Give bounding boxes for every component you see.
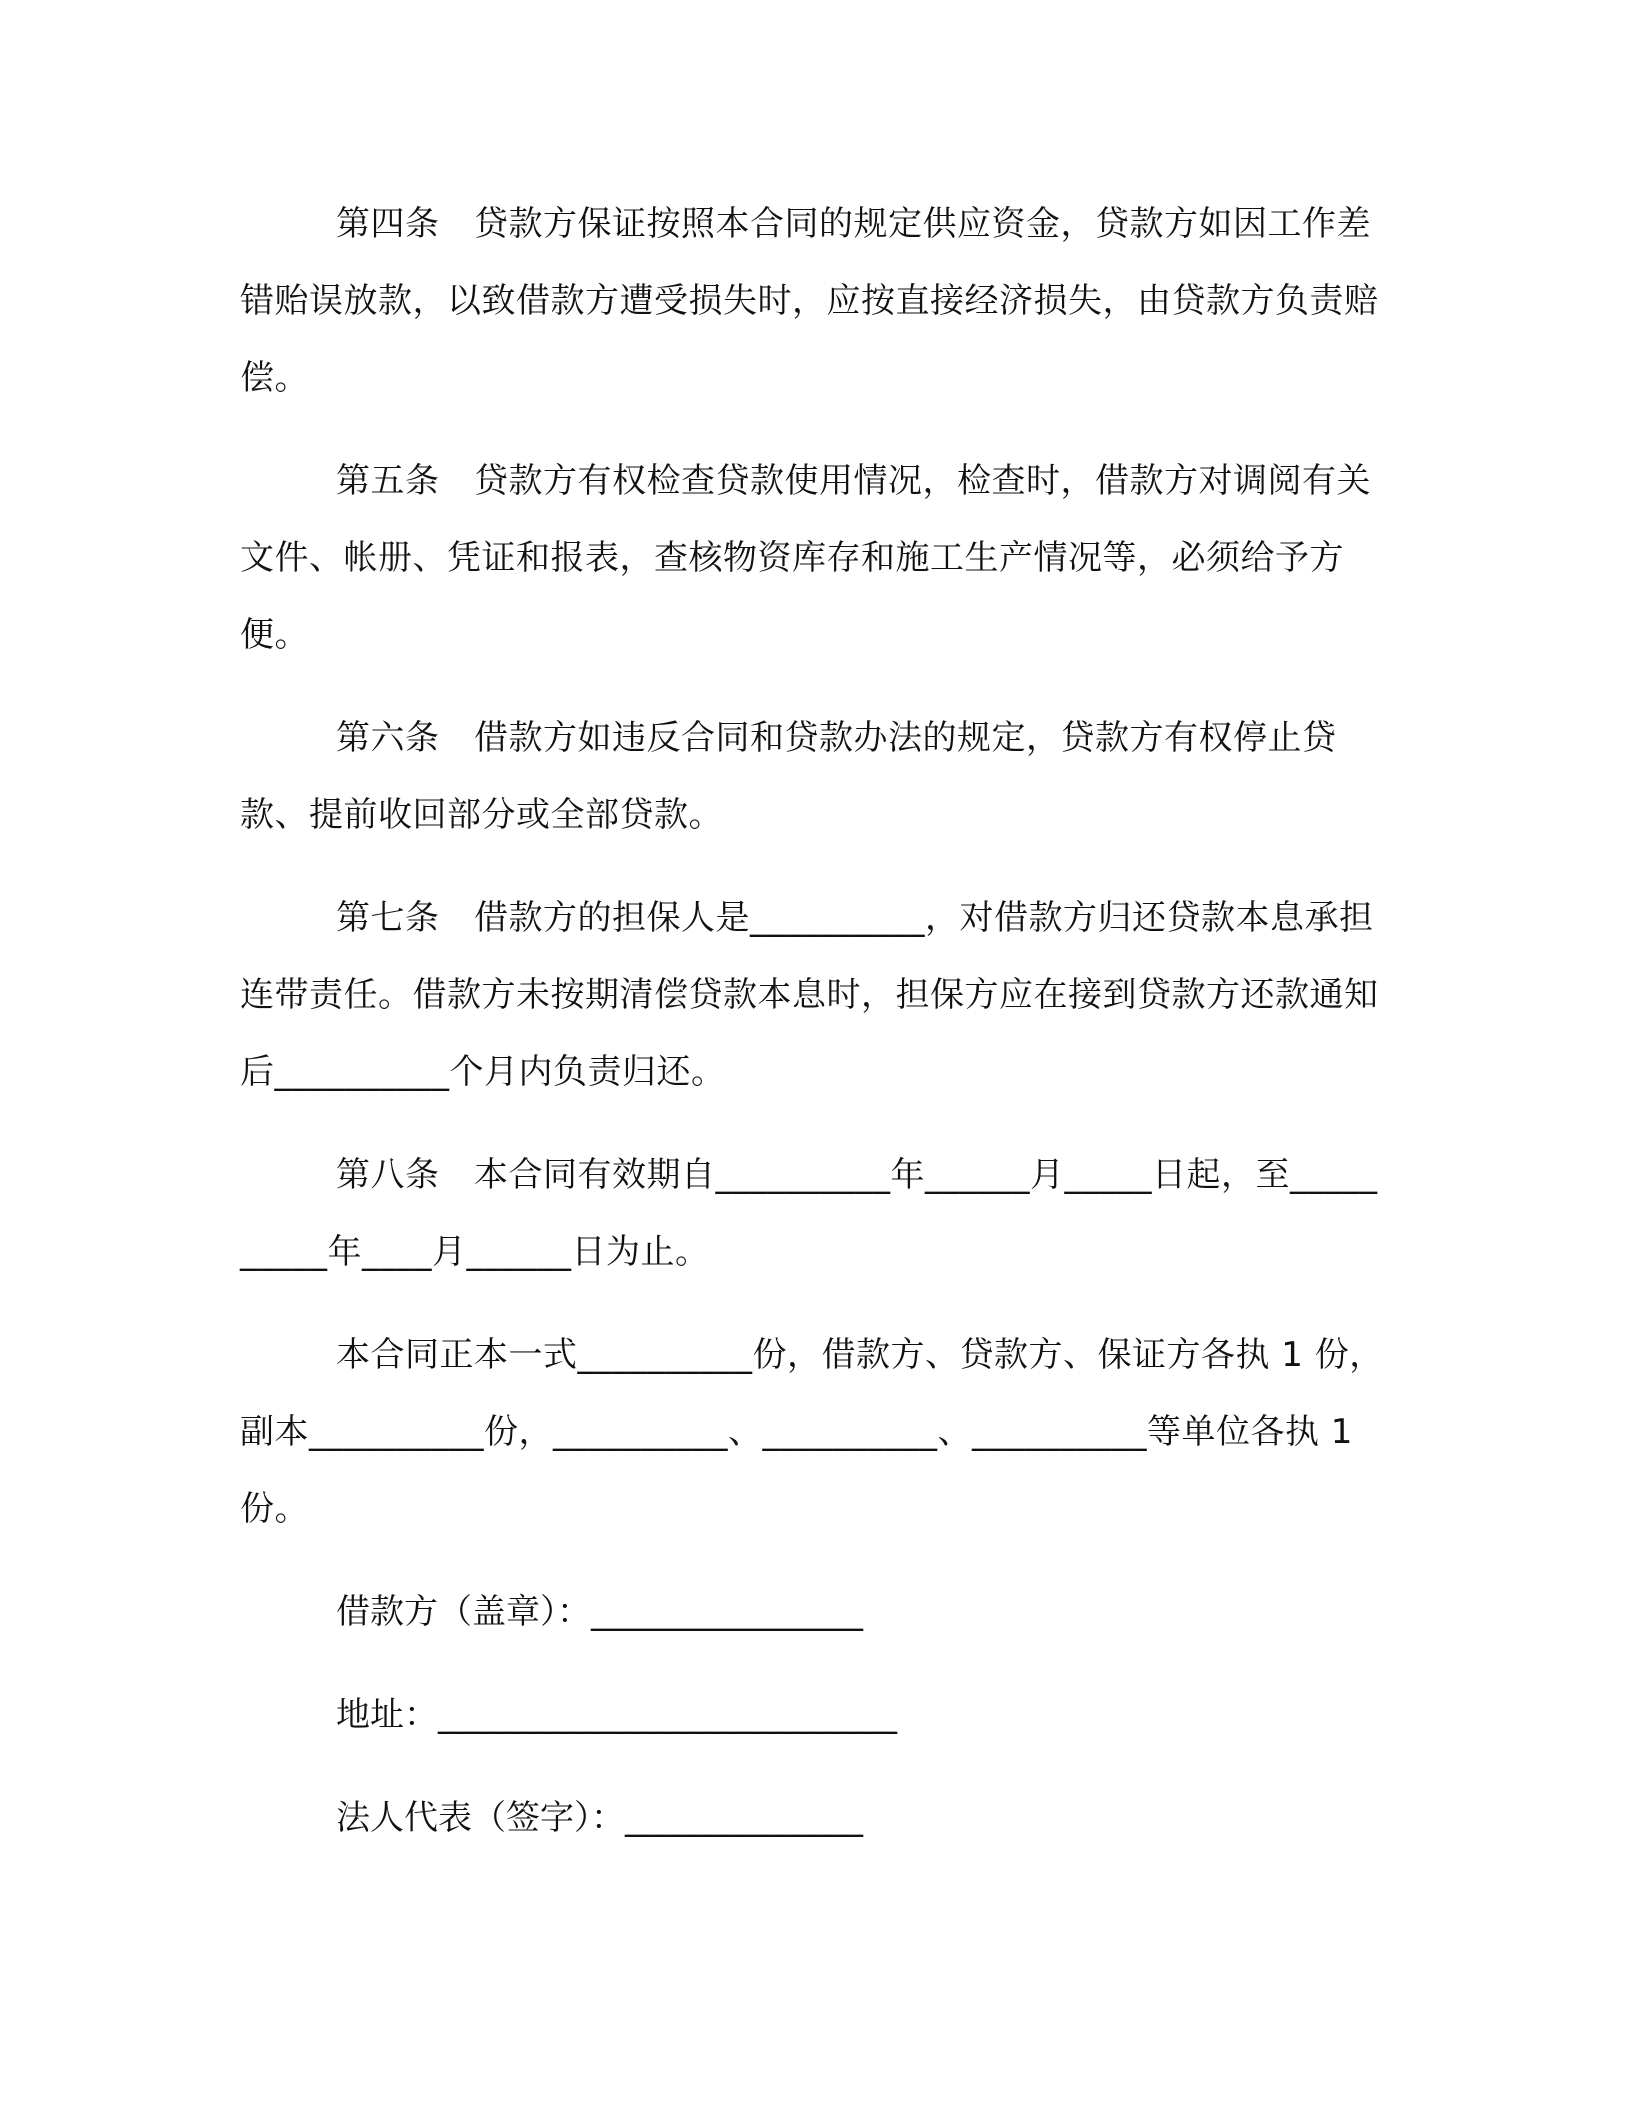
address-line: 地址：___________________________ (336, 1695, 897, 1735)
legal-representative-line: 法人代表（签字）：______________ (336, 1798, 863, 1838)
article-4: 第四条 贷款方保证按照本合同的规定供应资金，贷款方如因工作差错贻误放款，以致借款方遭受损失时，应按直接经济损失，由贷款方负责赔偿。 (240, 204, 1379, 398)
document-body (240, 186, 1390, 1883)
article-6: 第六条 借款方如违反合同和贷款办法的规定，贷款方有权停止贷款、提前收回部分或全部贷款。 (240, 718, 1337, 835)
signature-block (240, 1574, 1390, 1857)
borrower-seal-line: 借款方（盖章）：________________ (336, 1592, 863, 1632)
copies-clause: 本合同正本一式__________份，借款方、贷款方、保证方各执 1 份，副本__________份，__________、__________、__________等单位各执 1 份。 (240, 1335, 1384, 1529)
article-5: 第五条 贷款方有权检查贷款使用情况，检查时，借款方对调阅有关文件、帐册、凭证和报表，查核物资库存和施工生产情况等，必须给予方便。 (240, 461, 1371, 655)
article-8: 第八条 本合同有效期自__________年______月_____日起，至__________年____月______日为止。 (240, 1155, 1378, 1272)
article-7: 第七条 借款方的担保人是__________，对借款方归还贷款本息承担连带责任。借款方未按期清偿贷款本息时，担保方应在接到贷款方还款通知后__________个月内负责归还。 (240, 898, 1379, 1092)
